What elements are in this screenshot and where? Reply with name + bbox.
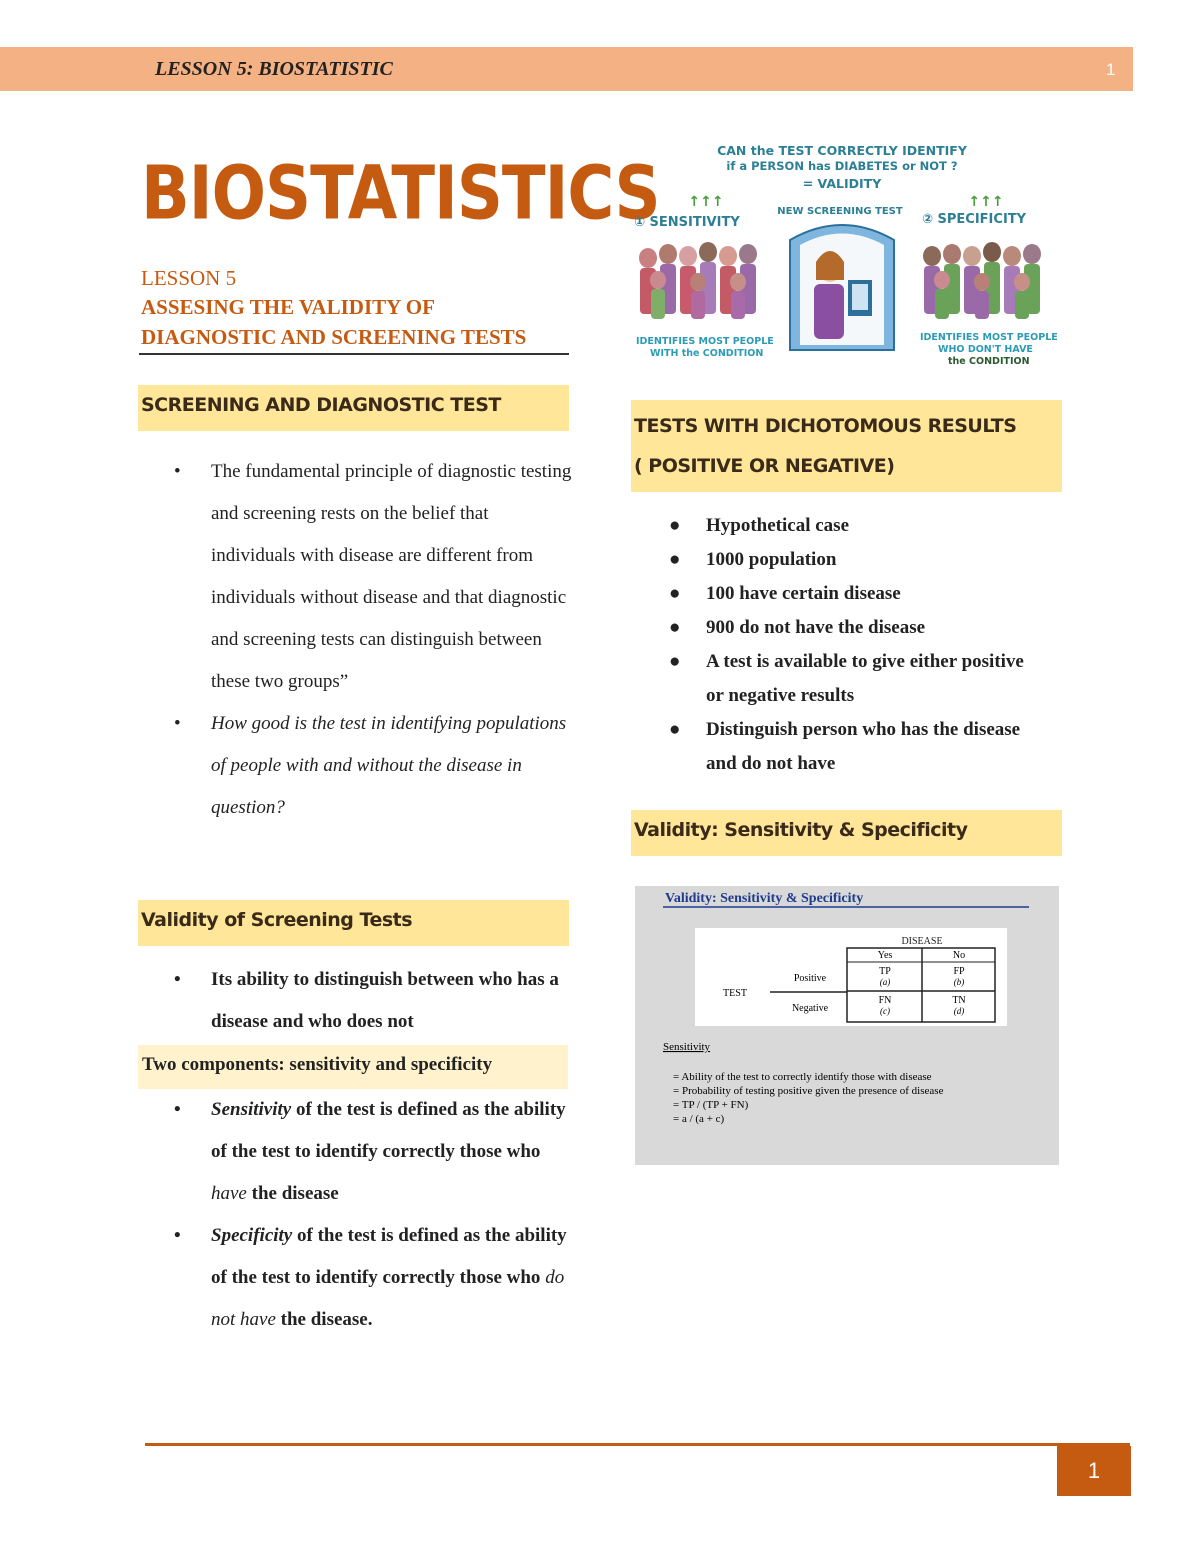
section-heading-dichotomous bbox=[631, 400, 1062, 492]
main-title: BIOSTATISTICS bbox=[141, 152, 660, 238]
list-item bbox=[174, 451, 576, 703]
right-crowd-icon bbox=[923, 242, 1041, 319]
list-item bbox=[669, 611, 1046, 645]
slide-tp: TP bbox=[879, 966, 891, 977]
illus-sens-arrows: ↑↑↑ bbox=[688, 194, 724, 210]
list-item bbox=[669, 645, 1046, 713]
bullet-icon: • bbox=[174, 1099, 181, 1120]
left-crowd-icon bbox=[639, 242, 757, 319]
dichotomous-bullet-1: Hypothetical case bbox=[706, 515, 850, 536]
illus-right-caption-2: WHO DON'T HAVE bbox=[938, 344, 1033, 355]
slide-disease: DISEASE bbox=[901, 936, 943, 947]
definition-bullet-list bbox=[174, 1089, 576, 1341]
specificity-term: Specificity bbox=[211, 1225, 293, 1246]
specificity-definition-b: the disease. bbox=[275, 1309, 373, 1330]
illus-validity: = VALIDITY bbox=[802, 176, 882, 191]
slide-line-2: = Probability of testing positive given the presence of disease bbox=[673, 1085, 944, 1097]
bullet-icon: ● bbox=[669, 651, 681, 672]
illus-left-caption-2: WITH the CONDITION bbox=[650, 348, 764, 359]
validity-illustration bbox=[630, 140, 1060, 370]
dichotomous-bullet-list bbox=[669, 509, 1046, 781]
dichotomous-heading-line2: ( POSITIVE OR NEGATIVE) bbox=[634, 455, 895, 477]
screening-bullet-list bbox=[174, 451, 576, 829]
list-item bbox=[174, 703, 576, 829]
footer-rule bbox=[145, 1443, 1130, 1446]
slide-fp: FP bbox=[953, 966, 965, 977]
slide-tp-sub: (a) bbox=[879, 977, 891, 987]
slide-tn-sub: (d) bbox=[953, 1006, 965, 1016]
illus-left-caption-1: IDENTIFIES MOST PEOPLE bbox=[636, 336, 774, 347]
bullet-icon: ● bbox=[669, 515, 681, 536]
bullet-icon: ● bbox=[669, 617, 681, 638]
dichotomous-bullet-4: 900 do not have the disease bbox=[706, 617, 926, 638]
slide-no: No bbox=[952, 950, 966, 961]
header-page-number: 1 bbox=[1106, 60, 1116, 79]
sensitivity-slide bbox=[635, 886, 1059, 1165]
list-item bbox=[669, 543, 1046, 577]
illus-right-caption-1: IDENTIFIES MOST PEOPLE bbox=[920, 332, 1058, 343]
list-item bbox=[669, 577, 1046, 611]
illus-spec-arrows: ↑↑↑ bbox=[968, 194, 1004, 210]
illus-screening-label: NEW SCREENING TEST bbox=[777, 206, 903, 217]
section-heading-validity: Validity of Screening Tests bbox=[138, 900, 569, 946]
list-item bbox=[669, 509, 1046, 543]
slide-yes: Yes bbox=[877, 950, 893, 961]
illus-question-line2: if a PERSON has DIABETES or NOT ? bbox=[726, 159, 958, 173]
specificity-definition-a: of the test is defined as the ability of the test to identify correctly those who bbox=[211, 1225, 567, 1288]
sensitivity-definition-a: of the test is defined as the ability of the test to identify correctly those who bbox=[211, 1099, 566, 1162]
list-item bbox=[174, 959, 576, 1043]
bullet-icon: • bbox=[174, 461, 181, 482]
header-title: LESSON 5: BIOSTATISTIC bbox=[155, 58, 393, 80]
screening-booth-icon bbox=[790, 225, 894, 350]
slide-fn-sub: (c) bbox=[880, 1006, 890, 1016]
dichotomous-bullet-3: 100 have certain disease bbox=[706, 583, 901, 604]
slide-sensitivity-heading: Sensitivity bbox=[663, 1041, 711, 1053]
bullet-icon: • bbox=[174, 969, 181, 990]
sensitivity-emphasis: have bbox=[211, 1183, 247, 1204]
section-heading-screening: SCREENING AND DIAGNOSTIC TEST bbox=[138, 385, 569, 431]
slide-fp-sub: (b) bbox=[953, 977, 965, 987]
subtitle-line-1: ASSESING THE VALIDITY OF bbox=[141, 295, 435, 319]
illus-question-line1: CAN the TEST CORRECTLY IDENTIFY bbox=[717, 143, 967, 158]
screening-bullet-1: The fundamental principle of diagnostic testing and screening rests on the belief that individuals with disease are different from individuals without disease and that diagnostic and screening tests can distinguish between these two groups” bbox=[211, 461, 572, 692]
slide-tn: TN bbox=[952, 995, 966, 1006]
slide-title: Validity: Sensitivity & Specificity bbox=[665, 891, 864, 906]
title-rule bbox=[139, 353, 569, 355]
specificity-emphasis: do not have bbox=[211, 1267, 565, 1330]
lesson-number: LESSON 5 bbox=[141, 266, 237, 290]
sensitivity-definition-b: the disease bbox=[246, 1183, 339, 1204]
illus-specificity: ② SPECIFICITY bbox=[922, 212, 1027, 227]
bullet-icon: ● bbox=[669, 719, 681, 740]
illus-sensitivity: ① SENSITIVITY bbox=[634, 215, 740, 230]
footer-page-number: 1 bbox=[1057, 1446, 1131, 1496]
slide-negative: Negative bbox=[791, 1003, 829, 1014]
slide-test: TEST bbox=[723, 988, 747, 999]
section-heading-sens-spec: Validity: Sensitivity & Specificity bbox=[631, 810, 1062, 856]
slide-line-1: = Ability of the test to correctly identify those with disease bbox=[673, 1071, 932, 1083]
bullet-icon: ● bbox=[669, 583, 681, 604]
sensitivity-term: Sensitivity bbox=[211, 1099, 292, 1120]
bullet-icon: • bbox=[174, 1225, 181, 1246]
bullet-icon: ● bbox=[669, 549, 681, 570]
subtitle-line-2: DIAGNOSTIC AND SCREENING TESTS bbox=[141, 325, 527, 349]
lesson-subtitle bbox=[141, 292, 571, 352]
list-item bbox=[669, 713, 1046, 781]
list-item bbox=[174, 1089, 576, 1215]
dichotomous-bullet-6: Distinguish person who has the disease and do not have bbox=[706, 719, 1021, 774]
slide-line-3: = TP / (TP + FN) bbox=[673, 1099, 749, 1111]
dichotomous-bullet-2: 1000 population bbox=[706, 549, 837, 570]
two-components-callout: Two components: sensitivity and specificity bbox=[138, 1045, 568, 1089]
dichotomous-heading-line1: TESTS WITH DICHOTOMOUS RESULTS bbox=[634, 415, 1017, 437]
screening-bullet-2: How good is the test in identifying populations of people with and without the disease in question? bbox=[211, 713, 567, 818]
slide-positive: Positive bbox=[793, 973, 827, 984]
bullet-icon: • bbox=[174, 713, 181, 734]
illus-right-caption-3: the CONDITION bbox=[948, 356, 1030, 367]
dichotomous-bullet-5: A test is available to give either positive or negative results bbox=[706, 651, 1024, 706]
validity-bullet-list bbox=[174, 959, 576, 1043]
slide-fn: FN bbox=[878, 995, 892, 1006]
slide-line-4: = a / (a + c) bbox=[673, 1113, 725, 1125]
list-item bbox=[174, 1215, 576, 1341]
validity-bullet: Its ability to distinguish between who has a disease and who does not bbox=[211, 969, 559, 1032]
